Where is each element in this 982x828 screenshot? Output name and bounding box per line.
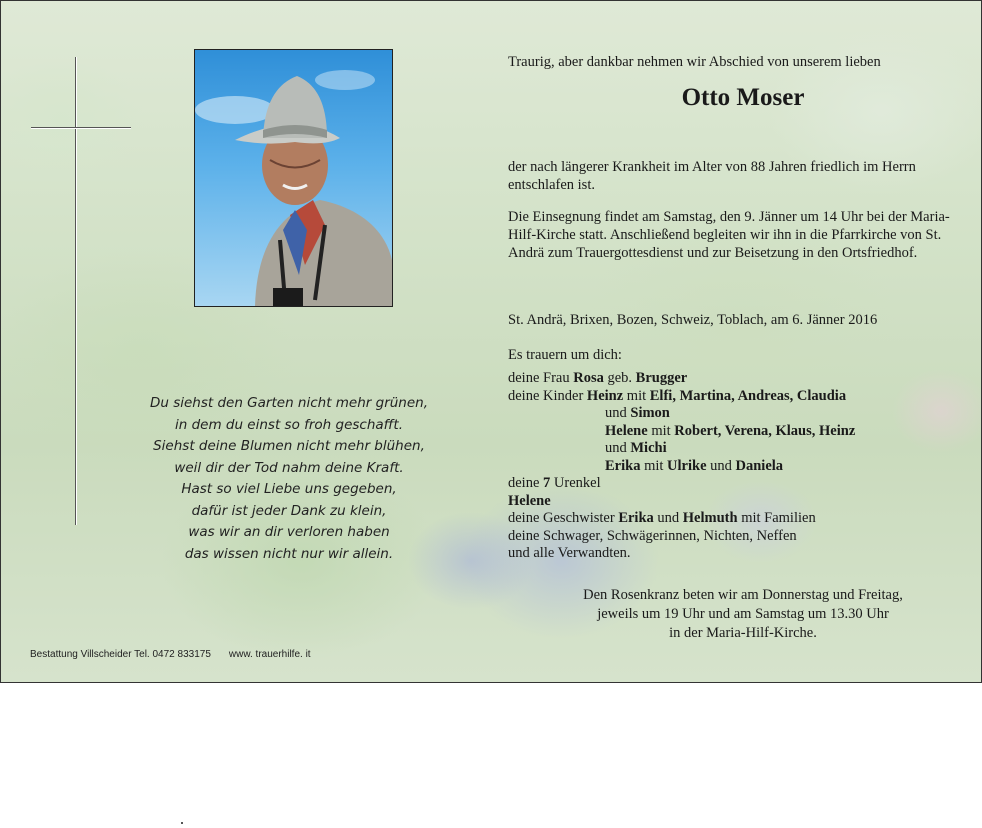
cross-bar [31,127,131,129]
list-item: Helene [508,492,551,509]
list-item: und Michi [605,440,667,456]
stray-dot [181,822,183,824]
mourners-heading: Es trauern um dich: [508,347,622,363]
poem-line: Hast so viel Liebe uns gegeben, [181,481,397,497]
list-item: deine Schwager, Schwägerinnen, Nichten, Neffen [508,527,797,544]
poem-line: Siehst deine Blumen nicht mehr blühen, [153,438,425,454]
places-date: St. Andrä, Brixen, Bozen, Schweiz, Toblach, am 6. Jänner 2016 [508,312,878,328]
portrait-photo [194,49,393,307]
list-item: und alle Verwandten. [508,545,631,561]
footer [30,649,311,660]
poem-line: Du siehst den Garten nicht mehr grünen, [149,395,429,411]
poem-line: was wir an dir verloren haben [188,524,390,540]
rosary-line: jeweils um 19 Uhr und am Samstag um 13.30 Uhr [597,606,889,622]
poem-line: dafür ist jeder Dank zu klein, [191,502,387,519]
poem [121,393,457,565]
poem-line: in dem du einst so froh geschafft. [174,416,404,433]
list-item: deine Geschwister Erika und Helmuth mit Familien [508,510,816,526]
rosary-notice [508,586,978,643]
list-item: Helene mit Robert, Verena, Klaus, Heinz [605,422,856,439]
family-list [508,370,964,563]
list-item: deine 7 Urenkel [508,475,601,491]
funeral-home-contact: Bestattung Villscheider Tel. 0472 833175 [30,649,211,660]
list-item: Erika mit Ulrike und Daniela [605,457,784,474]
poem-line: das wissen nicht nur wir allein. [184,545,394,562]
man-in-hat-icon [195,50,392,306]
list-item: deine Frau Rosa geb. Brugger [508,370,688,386]
death-notice: der nach längerer Krankheit im Alter von 88 Jahren friedlich im Herrn entschlafen ist. [508,159,916,193]
deceased-name: Otto Moser [681,84,805,111]
rosary-line: Den Rosenkranz beten wir am Donnerstag und Freitag, [583,587,903,603]
website-link[interactable]: www. trauerhilfe. it [228,649,311,660]
rosary-line: in der Maria-Hilf-Kirche. [669,625,817,641]
list-item: deine Kinder Heinz mit Elfi, Martina, Andreas, Claudia [508,387,847,404]
funeral-details: Die Einsegnung findet am Samstag, den 9. Jänner um 14 Uhr bei der Maria-Hilf-Kirche statt. Anschließend begleiten wir ihn in die Pfarrkirche von St. Andrä zum Trauergottesdienst und zur Beisetzung in den Ortsfriedhof. [508,209,950,261]
list-item: und Simon [605,405,670,421]
intro-text: Traurig, aber dankbar nehmen wir Abschied von unserem lieben [508,54,881,70]
poem-line: weil dir der Tod nahm deine Kraft. [174,459,404,476]
